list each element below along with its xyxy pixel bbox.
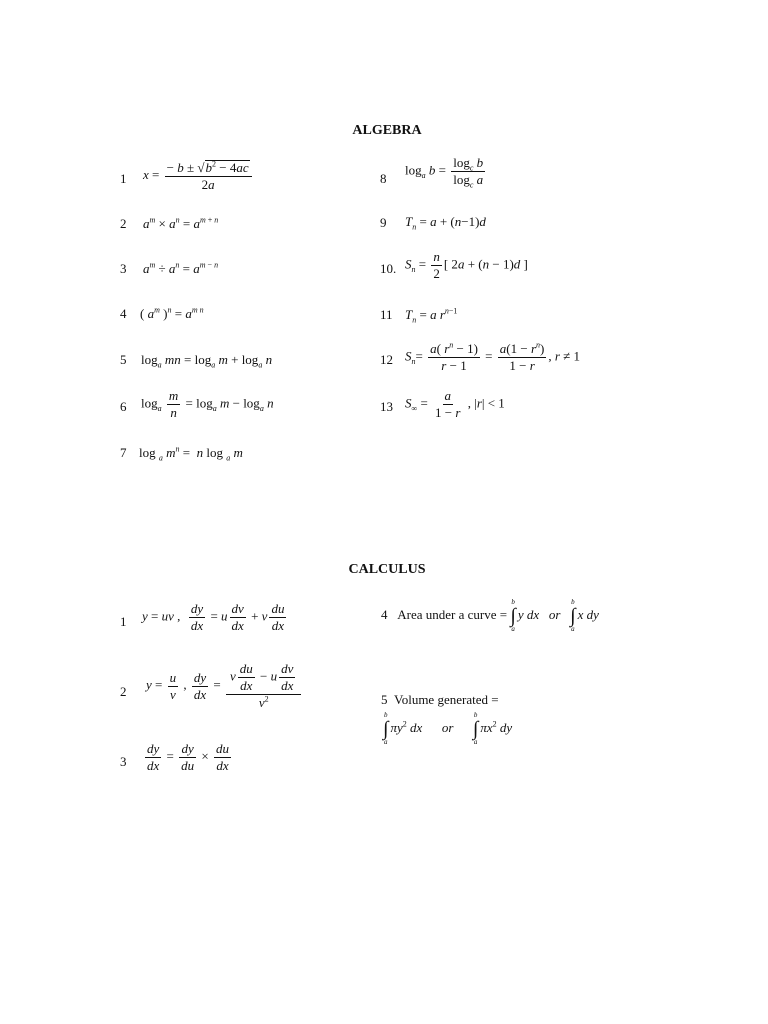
formula-number: 13	[380, 399, 393, 414]
formula-number: 6	[120, 399, 127, 414]
formula-number: 9	[380, 215, 387, 230]
area-under-curve: 4 Area under a curve = b ∫ a y dx or b ∫ a x dy	[381, 598, 599, 633]
change-of-base: $\log_a b$ = $\frac{\log_c b}{\log_c a}$	[405, 155, 484, 190]
formula-number: 2	[120, 216, 127, 231]
formula-number: 3	[120, 754, 127, 769]
index-law-power: ( $a^m$ )$^n = a^{m n}$	[140, 305, 204, 321]
index-law-multiply: $a^m \times a^n = a^{m + n}$	[143, 215, 219, 231]
volume-generated: b ∫ a $\pi y^2$ dx or b ∫ a $\pi x^2$ dy	[383, 711, 513, 746]
quadratic-formula: x = $\frac{- b \pm √b^2 - 4ac}{2a}$	[143, 160, 254, 192]
formula-number: 4	[120, 306, 127, 321]
formula-number: 1	[120, 614, 127, 629]
volume-label: Volume generated =	[394, 692, 499, 707]
quotient-rule: y = $\frac{u}{v}$ , $\frac{dy}{dx}$ = v $\frac{du}{dx}$ − u $\frac{dv}{dx}$ $v^2$	[146, 662, 303, 710]
log-product-rule: $\log_a$ mn = $\log_a m + \log_a n$	[141, 352, 273, 370]
or-text: or	[548, 606, 561, 622]
formula-number: 10.	[380, 261, 397, 276]
formula-number: 5	[120, 352, 127, 367]
formula-number: 4	[381, 606, 388, 622]
formula-number: 3	[120, 261, 127, 276]
formula-number: 5	[381, 692, 388, 707]
index-law-divide: $a^m \div a^n = a^{m - n}$	[143, 260, 219, 276]
gp-sum: $S_n=$ $\frac{a( r^n - 1)}{r - 1}$ = $\frac{a(1 - r^n)}{1 - r}$ , r ≠ 1	[405, 340, 581, 373]
calculus-heading: CALCULUS	[348, 562, 426, 577]
chain-rule: $\frac{dy}{dx}$ = $\frac{dy}{du}$ × $\frac{du}{dx}$	[147, 741, 229, 773]
formula-number: 12	[380, 352, 393, 367]
formula-number: 8	[380, 171, 387, 186]
gp-sum-to-infinity: $S_\infty$ = $\frac{a}{1 - r}$ , |r| < 1	[405, 388, 505, 420]
area-label: Area under a curve =	[397, 606, 508, 622]
formula-number: 1	[120, 171, 127, 186]
volume-label-line	[381, 692, 499, 708]
formula-number: 2	[120, 684, 127, 699]
log-power-rule: log $_a$ $m^n = n$ log $_a$ m	[139, 444, 243, 463]
product-rule: y = uv , $\frac{dy}{dx}$ = u $\frac{dv}{dx}$ + v $\frac{du}{dx}$	[142, 601, 285, 633]
gp-nth-term: $T_n = a$ $r^{n-1}$	[405, 306, 458, 325]
or-text: or	[441, 719, 454, 735]
algebra-heading: ALGEBRA	[352, 123, 422, 138]
ap-nth-term: $T_n = a + (n-1)d$	[405, 214, 486, 232]
formula-number: 11	[380, 307, 393, 322]
ap-sum: $S_n$ = $\frac{n}{2}$ [ 2a + (n − 1)d ]	[405, 249, 528, 281]
formula-number: 7	[120, 445, 127, 460]
log-quotient-rule: $\log_a$ $\frac{m}{n}$ = $\log_a m - \log_a n$	[141, 388, 274, 420]
